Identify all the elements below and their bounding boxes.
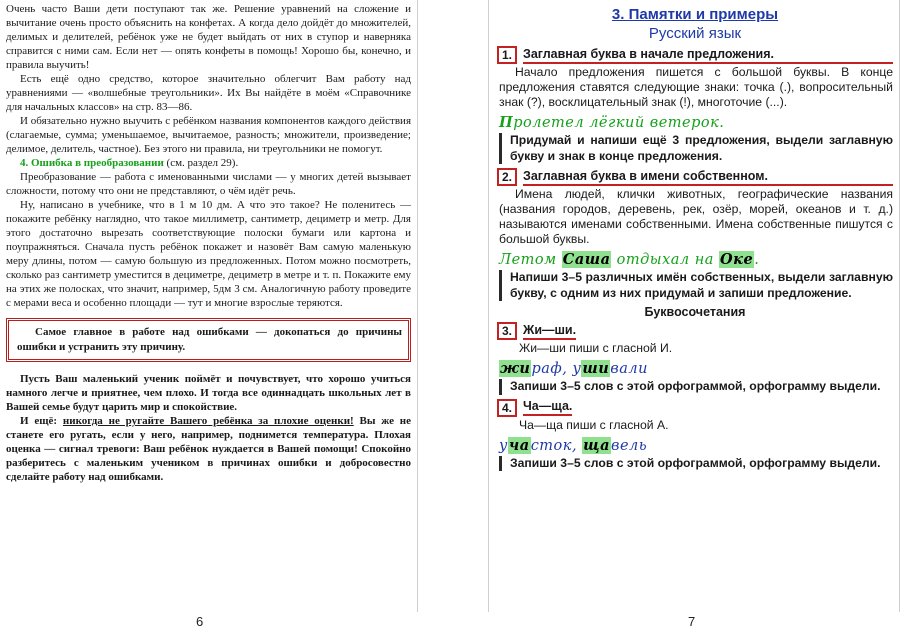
rule-title: Жи—ши. bbox=[523, 323, 576, 340]
rule-number: 1. bbox=[497, 46, 517, 64]
rule-text: Ча—ща пиши с гласной А. bbox=[519, 417, 669, 432]
page-number-left: 6 bbox=[196, 614, 204, 629]
rule-heading bbox=[497, 399, 893, 417]
bold-paragraph: Пусть Ваш маленький ученик поймёт и почувствует, что хорошо учиться намного легче и приятнее, чем плохо. И тогда все одиннадцать школьных лет в Вашей семье будут царить мир и спокойствие. bbox=[6, 373, 411, 413]
example-words: участок, щавель bbox=[499, 436, 648, 454]
paragraph: Очень часто Ваши дети поступают так же. Решение уравнений на сложение и вычитание очень просто объяснить на конфетах. А когда дело дойдёт до множителей, делимых и делителей, ребёнок уже не будет выйдать от них в ступор и наверняка справится с ними сам. Если нет — опять конфеты в помощь! Хорошо бы, конечно, и правила выучить! bbox=[6, 3, 411, 71]
task-box: Напиши 3–5 различных имён собственных, выдели заглавную букву, с одним из них придумай и запиши предложение. bbox=[499, 270, 893, 301]
rule-number: 4. bbox=[497, 399, 517, 417]
warning-lead: И ещё: bbox=[20, 415, 58, 427]
rule-title: Заглавная буква в имени собственном. bbox=[523, 169, 893, 186]
warning-rest: Вы же не станете его ругать, если у него, например, поднимется температура. Плохая оценка — сигнал тревоги: Ваш ребёнок нуждается в Вашей помощи! Спокойно разберитесь с маленьким учеником в причинах ошибки и добросовестно сделайте работу над ошибками. bbox=[6, 415, 412, 483]
rule-text: Имена людей, клички животных, географические названия (названия городов, деревень, рек, озёр, морей, океанов и т. д.) называются именами собственными. Имена собственные пишутся с большой буквы. bbox=[499, 187, 893, 246]
left-page bbox=[0, 0, 418, 612]
bold-paragraph-warning bbox=[6, 414, 411, 484]
chapter-title: 3. Памятки и примеры bbox=[611, 6, 779, 23]
rule-heading bbox=[497, 322, 893, 340]
rule-title: Ча—ща. bbox=[523, 399, 572, 416]
section-heading bbox=[6, 156, 411, 170]
important-box: Самое главное в работе над ошибками — докопаться до причины ошибки и устранить эту причину. bbox=[6, 318, 411, 362]
page-number-right: 7 bbox=[688, 614, 696, 629]
section-heading-num: 4. bbox=[20, 157, 29, 169]
paragraph: И обязательно нужно выучить с ребёнком названия компонентов каждого действия (слагаемые, сумма; уменьшаемое, вычитаемое, разность; множители, произведение; делимое, делитель, частное). Без этого ни правила, ни треугольники не помогут. bbox=[6, 115, 411, 155]
example-sentence: Летом Саша отдыхал на Оке. bbox=[499, 251, 760, 268]
rule-heading bbox=[497, 168, 893, 186]
subject-title: Русский язык bbox=[648, 25, 742, 42]
example-words: жираф, ушивали bbox=[500, 360, 648, 377]
right-page bbox=[488, 0, 900, 612]
section-heading: Буквосочетания bbox=[644, 305, 746, 319]
rule-text: Жи—ши пиши с гласной И. bbox=[519, 341, 673, 355]
task-box: Придумай и напиши ещё 3 предложения, выдели заглавную букву и знак в конце предложения. bbox=[499, 133, 893, 164]
rule-number: 3. bbox=[497, 322, 517, 340]
section-heading-ref: (см. раздел 29). bbox=[166, 157, 239, 169]
paragraph: Есть ещё одно средство, которое значительно облегчит Вам работу над уравнениями — «волшебные треугольники». Их Вы найдёте в моём «Справочнике для начальных классов» на стр. 83—86. bbox=[6, 73, 411, 113]
task-box: Запиши 3–5 слов с этой орфограммой, орфограмму выдели. bbox=[499, 379, 893, 395]
rule-title: Заглавная буква в начале предложения. bbox=[523, 47, 893, 64]
paragraph: Преобразование — работа с именованными числами — у многих детей вызывает сложности, потому что они не представляют, о чём идёт речь. bbox=[6, 171, 411, 197]
task-box: Запиши 3–5 слов с этой орфограммой, орфограмму выдели. bbox=[499, 456, 893, 472]
paragraph: Ну, написано в учебнике, что в 1 м 10 дм. А что это такое? Не поленитесь — покажите ребёнку наглядно, что такое миллиметр, сантиметр, дециметр и метр. Для этого достаточно вырезать соответствующие полоски бумаги или картона и поупражняться. Сначала пусть ребёнок покажет и назовёт Вам самую маленькую меру длины, потом — самую большую из предложенных. Потом можно посмотреть, сколько раз сантиметр уместится в дециметре, дециметр в метре и т. п. Покажите ему на этих же полосках, что значит, например, 5дм 3 см. Аналогичную работу проведите с мерами веса и особенно площади — тут и многие взрослые теряются. bbox=[6, 199, 411, 309]
rule-heading bbox=[497, 46, 893, 64]
example-sentence: Пролетел лёгкий ветерок. bbox=[499, 114, 725, 131]
rule-text: Начало предложения пишется с большой буквы. В конце предложения ставятся следующие знаки: точка (.), вопросительный знак (?), восклицательный знак (!), многоточие (...). bbox=[499, 65, 893, 109]
section-heading-title: Ошибка в преобразовании bbox=[31, 157, 164, 169]
warning-underlined: никогда не ругайте Вашего ребёнка за плохие оценки! bbox=[62, 415, 354, 427]
rule-number: 2. bbox=[497, 168, 517, 186]
